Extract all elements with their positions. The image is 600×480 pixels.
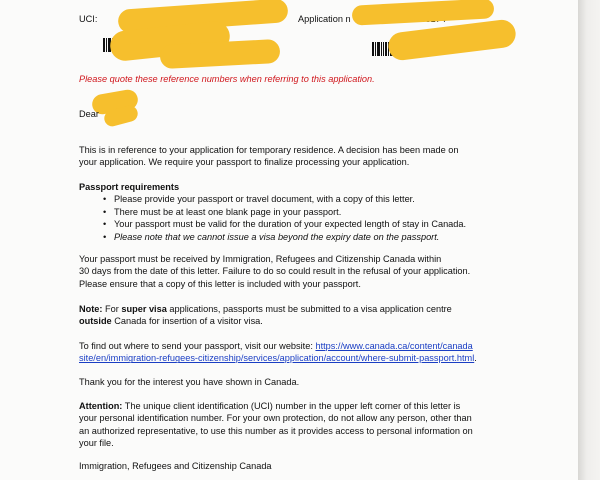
passport-heading: Passport requirements: [79, 182, 180, 192]
note-label: Note:: [79, 304, 103, 314]
deadline-paragraph: Your passport must be received by Immigration, Refugees and Citizenship Canada within 30 days from the date of this letter. Failure to do so could result in the refusal of your application. Please ensure that a copy of this letter is included with your passport.: [79, 254, 471, 289]
reference-notice: Please quote these reference numbers when referring to this application.: [79, 74, 375, 84]
application-label: Application n: [298, 14, 351, 24]
website-paragraph: To find out where to send your passport, visit our website: https://www.canada.ca/content/canada site/en/immigration-refugees-citizenship/services/application/account/where-submit-passport.html.: [79, 341, 477, 364]
list-item: • Please note that we cannot issue a visa beyond the expiry date on the passport.: [79, 231, 539, 243]
thanks-paragraph: Thank you for the interest you have shown in Canada.: [79, 377, 300, 387]
signature: Immigration, Refugees and Citizenship Canada: [79, 461, 272, 471]
salutation: Dear: [79, 109, 99, 119]
page-edge: [578, 0, 600, 480]
passport-info-link-cont[interactable]: site/en/immigration-refugees-citizenship/services/application/account/where-submit-passport.html: [79, 353, 475, 364]
list-item: • Please provide your passport or travel document, with a copy of this letter.: [79, 193, 539, 205]
attention-label: Attention:: [79, 401, 123, 411]
intro-paragraph: This is in reference to your application for temporary residence. A decision has been made on your application. We require your passport to finalize processing your application.: [79, 145, 459, 168]
attention-paragraph: Attention: The unique client identification (UCI) number in the upper left corner of this letter is your personal identification number. For your own protection, do not allow any person, other than an authorized representative, to use this number as it provides access to personal information on your file.: [79, 401, 473, 449]
list-item: • There must be at least one blank page in your passport.: [79, 206, 539, 218]
list-item: • Your passport must be valid for the duration of your expected length of stay in Canada.: [79, 218, 539, 230]
passport-info-link[interactable]: https://www.canada.ca/content/canada: [315, 341, 473, 351]
note-paragraph: Note: For super visa applications, passports must be submitted to a visa application centre outside Canada for insertion of a visitor visa.: [79, 304, 452, 327]
redaction-mark: [352, 0, 495, 26]
uci-label: UCI:: [79, 14, 98, 24]
redaction-mark: [159, 39, 280, 69]
passport-requirements: [79, 181, 539, 243]
